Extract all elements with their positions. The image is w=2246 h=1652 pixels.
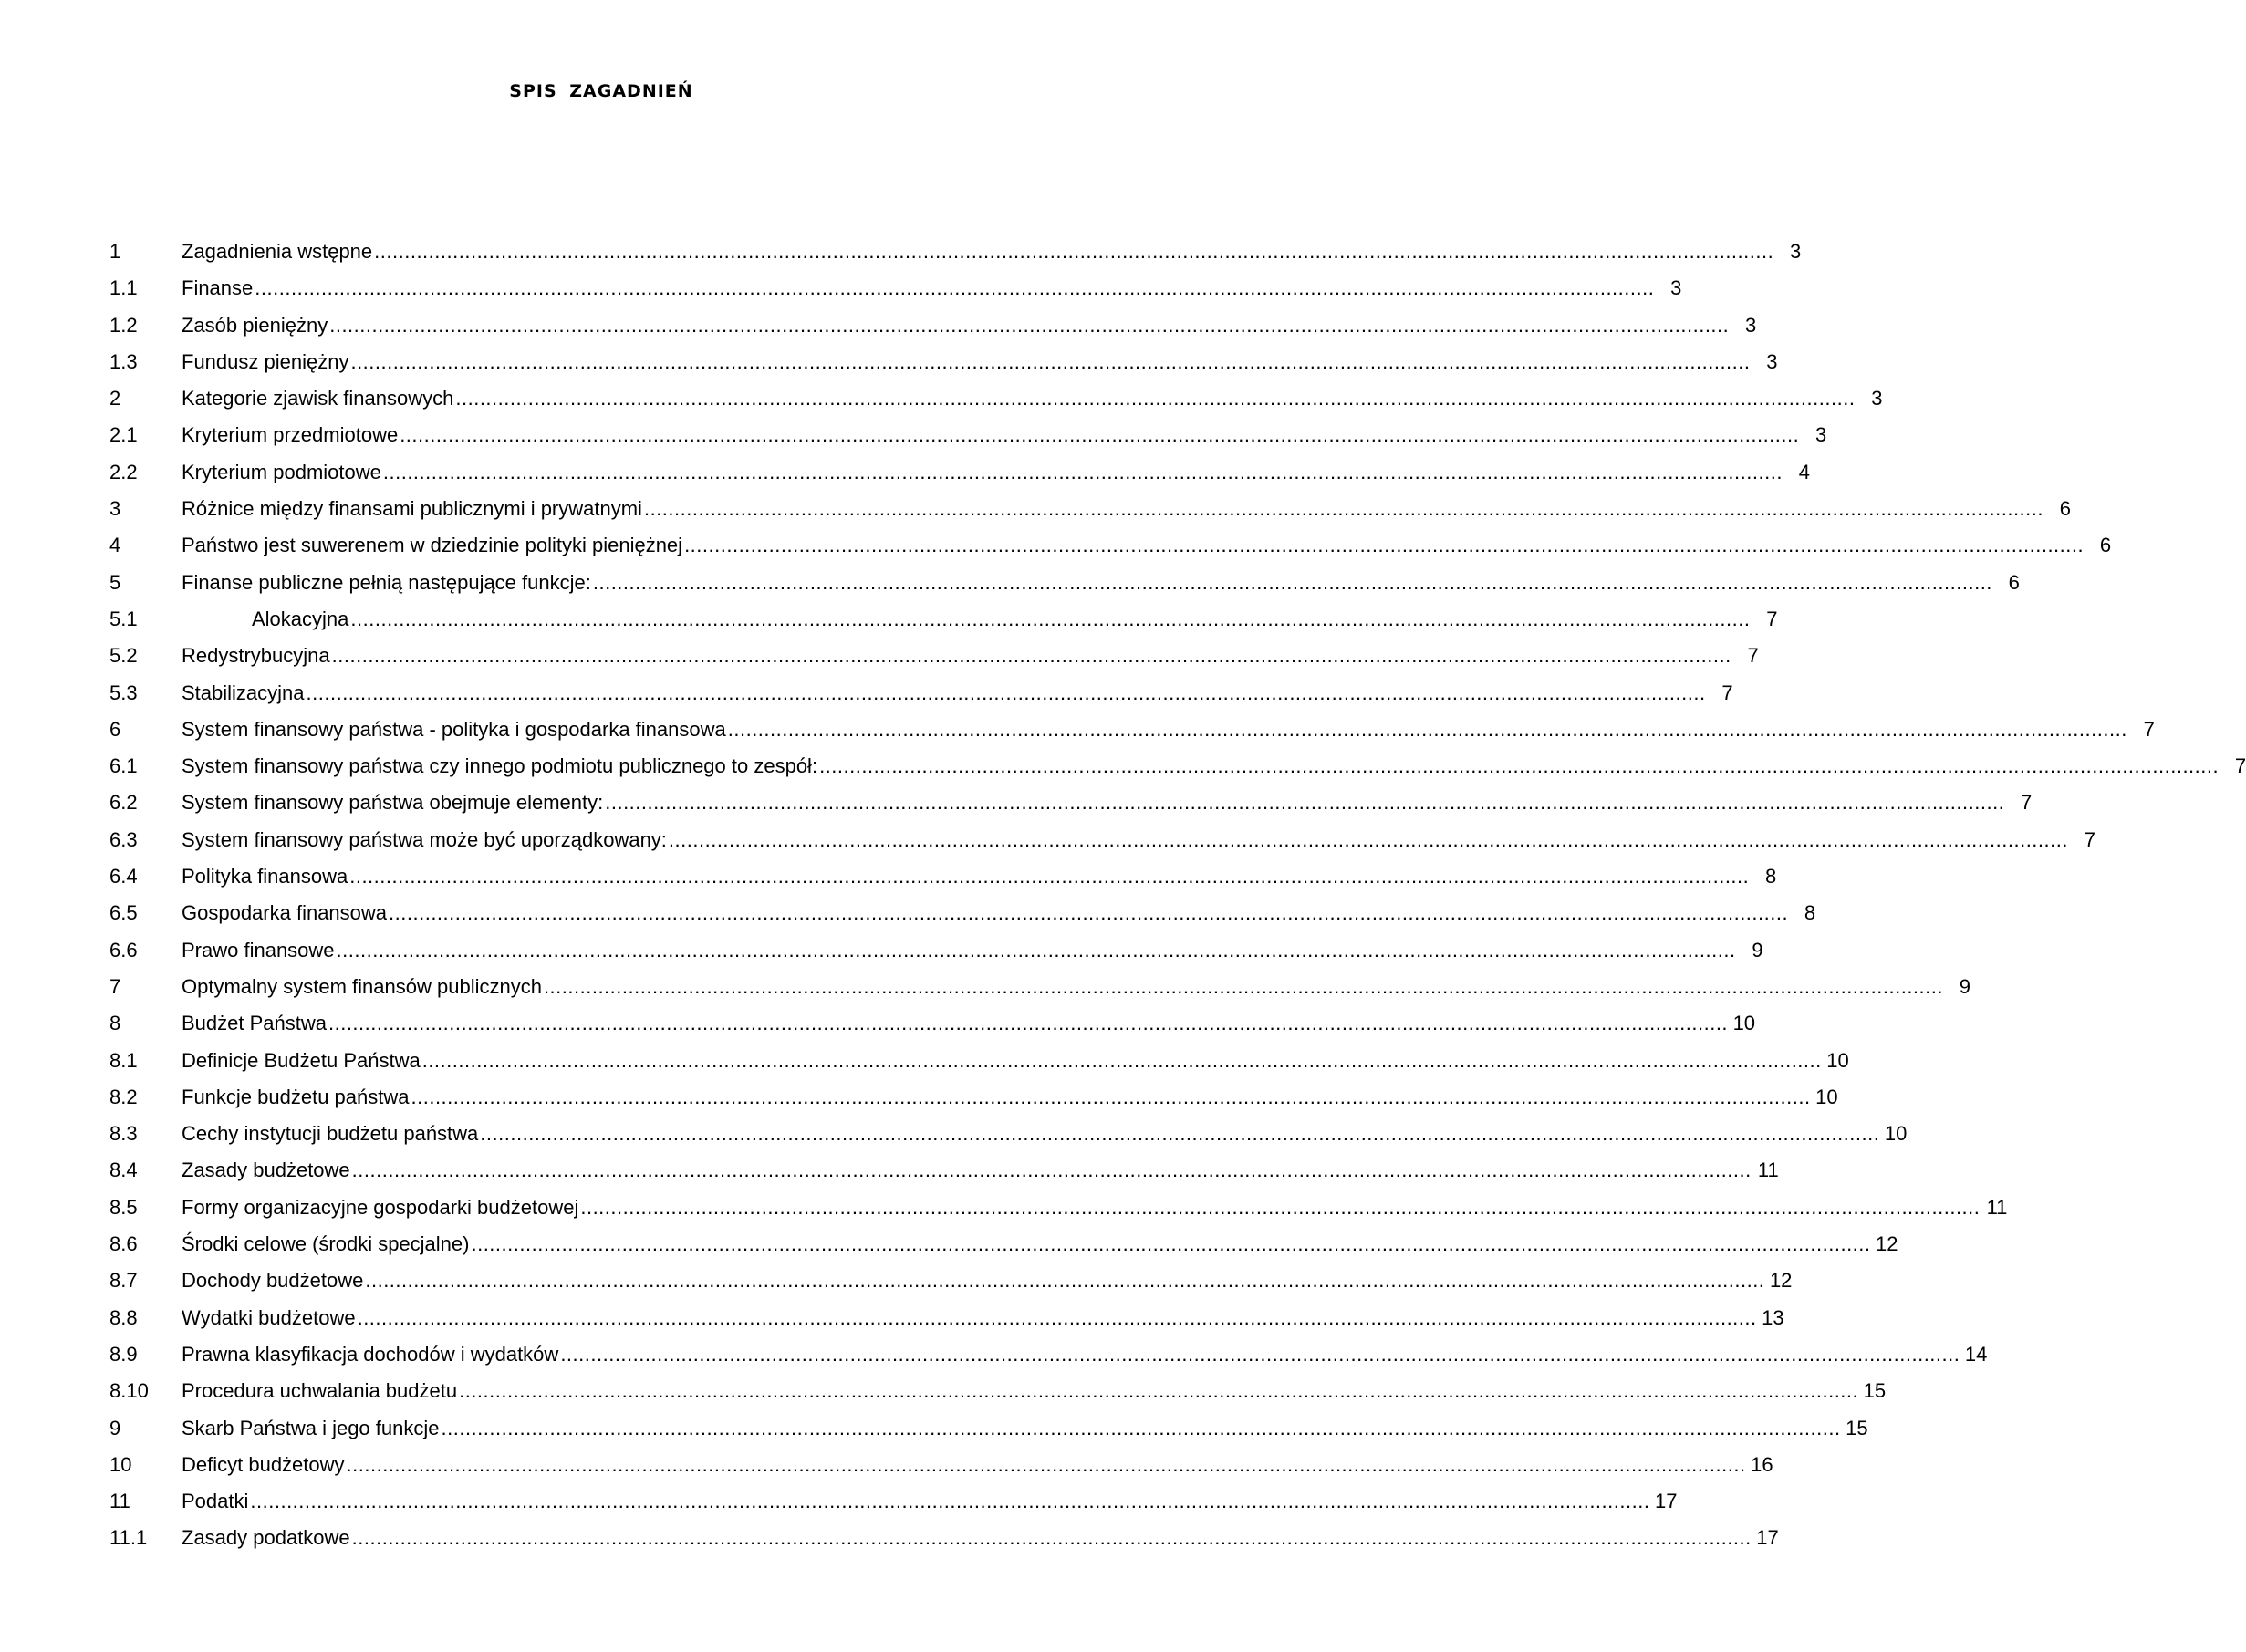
toc-entry-page-number: 3 (1815, 423, 1827, 447)
toc-entry[interactable] (109, 454, 1810, 491)
toc-entry[interactable] (109, 344, 1778, 380)
toc-dot-leader (422, 1043, 1822, 1079)
toc-entry[interactable] (109, 307, 1757, 344)
toc-entry-number: 8.9 (109, 1342, 138, 1366)
toc-dot-leader (329, 307, 1729, 344)
toc-entry-page-number: 4 (1798, 460, 1810, 483)
toc-entry-page-number: 8 (1804, 901, 1816, 925)
toc-entry[interactable] (109, 932, 1763, 969)
toc-entry[interactable] (109, 1447, 1773, 1483)
toc-entry-title: Deficyt budżetowy (182, 1452, 345, 1476)
toc-entry-page-number: 12 (1769, 1269, 1793, 1293)
toc-entry-page-number: 17 (1654, 1490, 1678, 1513)
toc-entry[interactable] (109, 270, 1682, 307)
toc-dot-leader (349, 858, 1749, 895)
table-of-contents (109, 234, 2246, 1557)
toc-dot-leader (328, 1005, 1728, 1042)
toc-entry-page-number: 11 (1986, 1195, 2008, 1219)
toc-dot-leader (250, 1483, 1649, 1520)
toc-dot-leader (544, 969, 1943, 1005)
toc-entry-number: 6.3 (109, 827, 138, 851)
toc-entry-title: System finansowy państwa czy innego podmiotu publicznego to zespół: (182, 754, 818, 778)
toc-dot-leader (352, 1152, 1752, 1189)
toc-entry-title: Państwo jest suwerenem w dziedzinie polityki pieniężnej (182, 534, 683, 557)
toc-entry[interactable] (109, 1520, 1779, 1556)
toc-entry-title: System finansowy państwa - polityka i gospodarka finansowa (182, 717, 726, 741)
toc-entry-page-number: 6 (2099, 534, 2112, 557)
toc-entry-title: Kategorie zjawisk finansowych (182, 387, 454, 410)
toc-entry-number: 1.3 (109, 349, 138, 373)
toc-entry-number: 4 (109, 534, 121, 557)
toc-dot-leader (442, 1410, 1841, 1447)
toc-entry-number: 8.4 (109, 1158, 138, 1182)
toc-entry-title: Prawo finansowe (182, 938, 335, 961)
toc-entry-page-number: 10 (1732, 1012, 1756, 1035)
toc-entry-number: 1.1 (109, 276, 138, 300)
toc-entry-page-number: 7 (1766, 607, 1778, 630)
toc-entry-number: 8.10 (109, 1379, 149, 1403)
toc-entry-number: 10 (109, 1452, 132, 1476)
toc-entry-number: 8.2 (109, 1085, 138, 1108)
toc-entry-number: 2.2 (109, 460, 138, 483)
toc-entry[interactable] (109, 748, 2246, 784)
toc-entry-number: 5.2 (109, 644, 138, 668)
toc-entry-page-number: 10 (1826, 1048, 1849, 1072)
toc-entry-title: Zasady podatkowe (182, 1526, 350, 1550)
toc-entry-title: Optymalny system finansów publicznych (182, 974, 542, 998)
toc-entry-page-number: 7 (2234, 754, 2246, 778)
toc-dot-leader (605, 784, 2004, 821)
toc-entry-page-number: 3 (1670, 276, 1682, 300)
toc-entry[interactable] (109, 1410, 1868, 1447)
toc-entry[interactable] (109, 565, 2020, 601)
toc-entry[interactable] (109, 1116, 1908, 1152)
toc-entry[interactable] (109, 491, 2072, 527)
toc-entry-page-number: 3 (1789, 240, 1802, 263)
toc-entry-page-number: 14 (1964, 1342, 1988, 1366)
toc-entry-number: 3 (109, 497, 121, 521)
toc-entry-title: Zasady budżetowe (182, 1158, 350, 1182)
toc-entry-page-number: 7 (2021, 791, 2033, 815)
toc-entry-page-number: 3 (1766, 349, 1778, 373)
toc-entry-number: 6 (109, 717, 121, 741)
toc-dot-leader (255, 270, 1654, 307)
toc-dot-leader (350, 344, 1750, 380)
toc-entry-title: Cechy instytucji budżetu państwa (182, 1122, 479, 1146)
toc-entry[interactable] (109, 1483, 1678, 1520)
toc-entry-title: Formy organizacyjne gospodarki budżetowej (182, 1195, 579, 1219)
toc-entry-number: 11.1 (109, 1526, 148, 1550)
toc-entry-title: Kryterium podmiotowe (182, 460, 381, 483)
toc-dot-leader (337, 932, 1736, 969)
toc-entry-number: 8.7 (109, 1269, 138, 1293)
toc-entry[interactable] (109, 527, 2112, 564)
toc-entry-page-number: 8 (1765, 865, 1777, 888)
toc-entry[interactable] (109, 858, 1777, 895)
toc-entry-number: 6.1 (109, 754, 138, 778)
toc-entry-page-number: 3 (1871, 387, 1883, 410)
toc-entry-number: 1.2 (109, 313, 138, 337)
toc-entry-title: Finanse publiczne pełnią następujące funkcje: (182, 570, 591, 594)
toc-dot-leader (560, 1336, 1960, 1373)
toc-entry[interactable] (109, 1336, 1988, 1373)
toc-entry-title: Procedura uchwalania budżetu (182, 1379, 458, 1403)
toc-entry-number: 6.6 (109, 938, 138, 961)
toc-entry[interactable] (109, 1226, 1898, 1262)
toc-dot-leader (358, 1300, 1757, 1336)
toc-entry-number: 6.2 (109, 791, 138, 815)
toc-entry[interactable] (109, 417, 1827, 453)
toc-entry[interactable] (109, 1005, 1756, 1042)
toc-entry-number: 8.6 (109, 1232, 138, 1256)
toc-dot-leader (389, 895, 1788, 931)
toc-entry-title: Stabilizacyjna (182, 681, 305, 704)
toc-entry[interactable] (109, 675, 1733, 712)
toc-entry-title: Fundusz pieniężny (182, 349, 349, 373)
toc-dot-leader (352, 1520, 1752, 1556)
toc-entry-page-number: 13 (1762, 1305, 1784, 1329)
toc-entry-title: Definicje Budżetu Państwa (182, 1048, 421, 1072)
toc-entry-page-number: 12 (1876, 1232, 1898, 1256)
toc-entry-number: 11 (109, 1490, 130, 1513)
toc-entry[interactable] (109, 1043, 1849, 1079)
toc-entry[interactable] (109, 1300, 1784, 1336)
toc-entry-number: 1 (109, 240, 121, 263)
toc-entry-title: Podatki (182, 1490, 249, 1513)
toc-entry-page-number: 7 (2143, 717, 2155, 741)
toc-dot-leader (307, 675, 1706, 712)
toc-entry-number: 9 (109, 1416, 121, 1439)
toc-dot-leader (365, 1262, 1764, 1299)
toc-entry-page-number: 7 (1721, 681, 1733, 704)
toc-dot-leader (580, 1190, 1980, 1226)
toc-entry-title: Zagadnienia wstępne (182, 240, 373, 263)
toc-entry-title: Alokacyjna (252, 607, 349, 630)
toc-entry[interactable] (109, 601, 1778, 638)
toc-entry[interactable] (109, 1152, 1779, 1189)
toc-entry-page-number: 7 (1747, 644, 1759, 668)
toc-dot-leader (411, 1079, 1811, 1116)
toc-entry-title: Kryterium przedmiotowe (182, 423, 399, 447)
toc-entry-page-number: 15 (1863, 1379, 1887, 1403)
toc-dot-leader (684, 527, 2084, 564)
toc-entry-number: 6.4 (109, 865, 138, 888)
toc-dot-leader (455, 380, 1855, 417)
toc-entry-number: 8.5 (109, 1195, 138, 1219)
toc-entry-page-number: 7 (2084, 827, 2095, 851)
toc-entry-page-number: 10 (1815, 1085, 1838, 1108)
toc-dot-leader (593, 565, 1992, 601)
toc-entry[interactable] (109, 1373, 1887, 1409)
toc-dot-leader (480, 1116, 1879, 1152)
toc-entry-title: Dochody budżetowe (182, 1269, 364, 1293)
toc-entry-page-number: 6 (2059, 497, 2072, 521)
toc-entry[interactable] (109, 712, 2155, 748)
toc-entry-page-number: 11 (1757, 1158, 1779, 1182)
toc-entry-page-number: 3 (1745, 313, 1757, 337)
toc-entry-title: Budżet Państwa (182, 1012, 327, 1035)
toc-dot-leader (471, 1226, 1870, 1262)
toc-entry-number: 8.3 (109, 1122, 138, 1146)
toc-entry-title: Polityka finansowa (182, 865, 348, 888)
toc-dot-leader (728, 712, 2127, 748)
toc-entry-page-number: 9 (1752, 938, 1763, 961)
toc-entry-number: 8 (109, 1012, 121, 1035)
toc-entry-number: 5 (109, 570, 121, 594)
toc-dot-leader (374, 234, 1773, 270)
toc-dot-leader (644, 491, 2043, 527)
toc-dot-leader (669, 822, 2068, 858)
toc-entry-number: 7 (109, 974, 121, 998)
toc-entry-title: System finansowy państwa może być uporządkowany: (182, 827, 667, 851)
toc-entry[interactable] (109, 1262, 1793, 1299)
toc-entry-number: 8.1 (109, 1048, 138, 1072)
toc-entry[interactable] (109, 1190, 2008, 1226)
toc-entry[interactable] (109, 969, 1970, 1005)
toc-entry-number: 6.5 (109, 901, 138, 925)
toc-entry-title: Różnice między finansami publicznymi i prywatnymi (182, 497, 642, 521)
toc-entry-page-number: 17 (1756, 1526, 1779, 1550)
toc-entry-title: Wydatki budżetowe (182, 1305, 356, 1329)
toc-entry-title: Funkcje budżetu państwa (182, 1085, 410, 1108)
toc-entry[interactable] (109, 638, 1759, 674)
toc-entry-title: System finansowy państwa obejmuje elementy: (182, 791, 604, 815)
toc-entry[interactable] (109, 784, 2033, 821)
toc-dot-leader (459, 1373, 1858, 1409)
toc-entry-title: Zasób pieniężny (182, 313, 328, 337)
toc-dot-leader (819, 748, 2219, 784)
toc-entry[interactable] (109, 822, 2095, 858)
toc-entry-number: 5.3 (109, 681, 138, 704)
toc-entry[interactable] (109, 1079, 1838, 1116)
toc-dot-leader (347, 1447, 1746, 1483)
page-title: SPIS ZAGADNIEŃ (509, 81, 693, 101)
toc-entry-title: Redystrybucyjna (182, 644, 330, 668)
toc-dot-leader (350, 601, 1750, 638)
toc-entry-page-number: 10 (1884, 1122, 1908, 1146)
toc-entry-number: 8.8 (109, 1305, 138, 1329)
toc-entry[interactable] (109, 380, 1883, 417)
toc-entry-title: Środki celowe (środki specjalne) (182, 1232, 470, 1256)
toc-entry-page-number: 9 (1959, 974, 1970, 998)
toc-entry-page-number: 6 (2008, 570, 2020, 594)
toc-entry-number: 5.1 (109, 607, 138, 630)
toc-entry-page-number: 16 (1751, 1452, 1773, 1476)
toc-entry-title: Skarb Państwa i jego funkcje (182, 1416, 440, 1439)
toc-entry[interactable] (109, 234, 1802, 270)
toc-entry-title: Prawna klasyfikacja dochodów i wydatków (182, 1342, 559, 1366)
toc-entry-number: 2 (109, 387, 121, 410)
toc-entry-number: 2.1 (109, 423, 138, 447)
toc-dot-leader (400, 417, 1799, 453)
toc-dot-leader (383, 454, 1783, 491)
toc-entry-title: Gospodarka finansowa (182, 901, 388, 925)
toc-entry-page-number: 15 (1846, 1416, 1868, 1439)
toc-dot-leader (332, 638, 1731, 674)
toc-entry[interactable] (109, 895, 1816, 931)
toc-entry-title: Finanse (182, 276, 254, 300)
